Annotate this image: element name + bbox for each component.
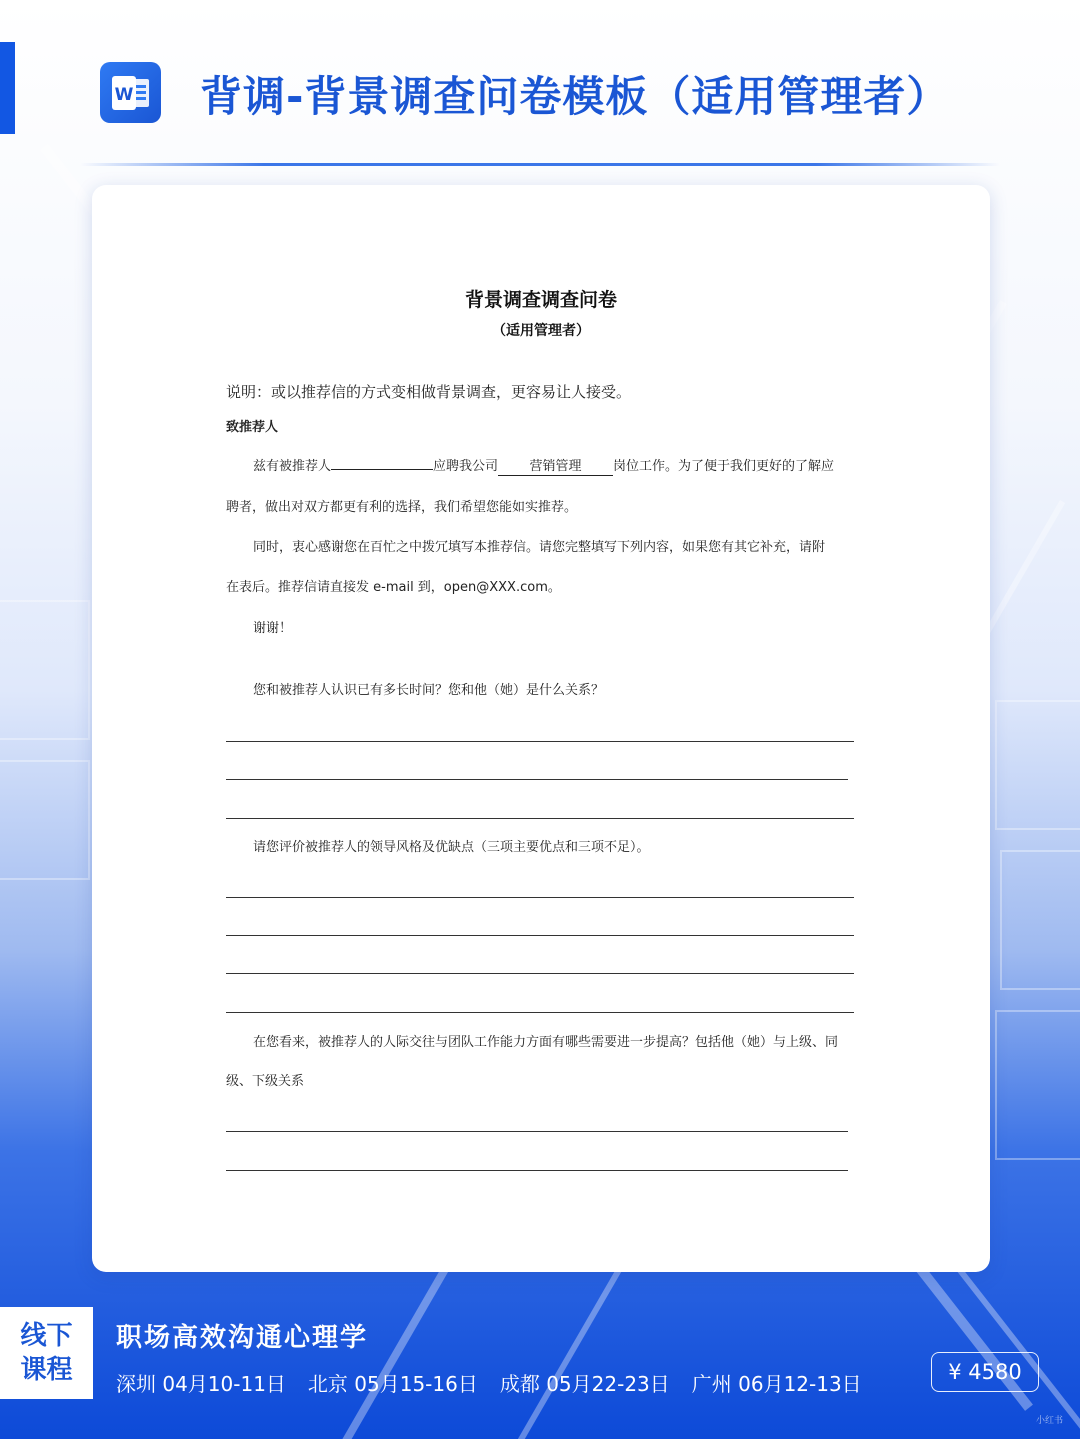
schedule-item: 成都 05月22-23日: [499, 1372, 670, 1396]
recommendee-name-blank: [331, 469, 433, 470]
paragraph-2-line-2: 在表后。推荐信请直接发 e-mail 到，open@XXX.com。: [226, 580, 561, 595]
document-subtitle: （适用管理者）: [492, 323, 590, 339]
title-divider: [80, 163, 1000, 166]
document-preview: [92, 185, 990, 1272]
para1-text-a: 兹有被推荐人: [253, 459, 332, 474]
badge-line-1: 线下: [20, 1321, 73, 1351]
question-1: 您和被推荐人认识已有多长时间？您和他（她）是什么关系？: [253, 683, 605, 698]
svg-text:W: W: [114, 84, 133, 105]
course-schedule: [116, 1368, 862, 1397]
question-3-line-1: 在您看来，被推荐人的人际交往与团队工作能力方面有哪些需要进一步提高？包括他（她）与上级、同: [253, 1035, 839, 1050]
answer-line: [226, 897, 854, 898]
answer-line: [226, 741, 854, 742]
schedule-item: 广州 06月12-13日: [691, 1372, 862, 1396]
word-icon: [100, 62, 161, 123]
watermark: 小红书: [1036, 1416, 1064, 1426]
document-note: 说明：或以推荐信的方式变相做背景调查，更容易让人接受。: [226, 383, 632, 401]
thanks-text: 谢谢！: [253, 621, 293, 636]
answer-line: [226, 1131, 848, 1132]
position-blank: 营销管理: [498, 459, 613, 476]
paragraph-1-line-2: 聘者，做出对双方都更有利的选择，我们希望您能如实推荐。: [226, 500, 578, 515]
paragraph-1-line-1: [253, 455, 834, 476]
answer-line: [226, 1012, 854, 1013]
question-2: 请您评价被推荐人的领导风格及优缺点（三项主要优点和三项不足）。: [253, 840, 650, 855]
answer-line: [226, 973, 854, 974]
para1-text-c: 岗位工作。为了便于我们更好的了解应: [613, 459, 835, 474]
answer-line: [226, 1170, 848, 1171]
answer-line: [226, 818, 854, 819]
document-title: 背景调查调查问卷: [464, 289, 617, 311]
answer-line: [226, 779, 848, 780]
page-title: 背调-背景调查问卷模板（适用管理者）: [200, 72, 950, 121]
schedule-item: 深圳 04月10-11日: [116, 1372, 286, 1396]
question-3-line-2: 级、下级关系: [226, 1074, 305, 1089]
schedule-item: 北京 05月15-16日: [307, 1372, 478, 1396]
paragraph-2-line-1: 同时，衷心感谢您在百忙之中拨冗填写本推荐信。请您完整填写下列内容，如果您有其它补充，请附: [253, 540, 826, 555]
left-accent-bar: [0, 42, 15, 134]
answer-line: [226, 935, 854, 936]
price-button[interactable]: ¥ 4580: [931, 1352, 1039, 1392]
document-salutation: 致推荐人: [226, 420, 279, 435]
para1-text-b: 应聘我公司: [433, 459, 499, 474]
badge-line-2: 课程: [20, 1355, 73, 1385]
offline-course-badge: [0, 1307, 93, 1399]
course-title: 职场高效沟通心理学: [116, 1323, 369, 1353]
